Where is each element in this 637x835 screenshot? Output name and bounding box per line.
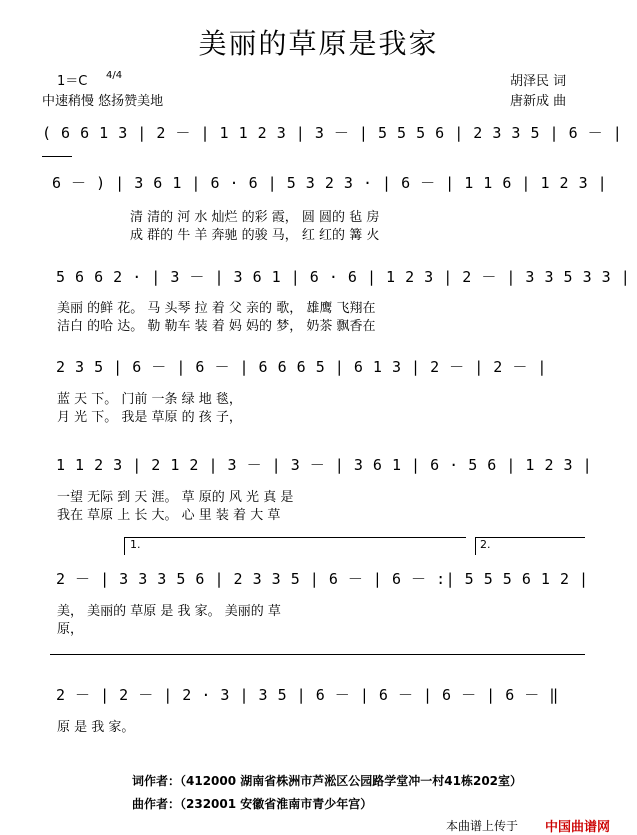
notation-line-1: ( 6 6 1 3 | 2 － | 1 1 2 3 | 3 － | 5 5 5 6 | 2 3 3 5 | 6 － | (42, 124, 623, 142)
notation-line-2: 6 － ) | 3 6 1 | 6 · 6 | 5 3 2 3 · | 6 － | 1 1 6 | 1 2 3 | (52, 174, 608, 192)
notation-line-6: 2 － | 3 3 3 5 6 | 2 3 3 5 | 6 － | 6 － :| 5 5 5 6 1 2 | (56, 570, 589, 588)
time-signature: 4/4 (106, 70, 123, 81)
notation-line-7: 2 － | 2 － | 2 · 3 | 3 5 | 6 － | 6 － | 6 － | 6 － ‖ (56, 686, 559, 704)
upload-note: 本曲谱上传于 (446, 819, 519, 833)
volta-second: 2. (480, 538, 491, 551)
notation-line-3: 5 6 6 2 · | 3 － | 3 6 1 | 6 · 6 | 1 2 3 | 2 － | 3 3 5 3 3 | (56, 268, 631, 286)
lyric-line-5-verse-2: 我在 草原 上 长 大。 心 里 装 着 大 草 (57, 508, 281, 523)
lyric-line-2-verse-1: 清 清的 河 水 灿烂 的彩 霞， 圆 圆的 毡 房 (130, 210, 380, 225)
lyric-line-4-verse-1: 蓝 天 下。 门前 一条 绿 地 毯， (57, 392, 242, 407)
notation-line-4: 2 3 5 | 6 － | 6 － | 6 6 6 5 | 6 1 3 | 2 － | 2 － | (56, 358, 547, 376)
lyricist-credit: 胡泽民 词 (510, 74, 567, 89)
key-signature: 1＝C (57, 74, 88, 89)
lyric-line-2-verse-2: 成 群的 牛 羊 奔驰 的骏 马， 红 红的 篝 火 (130, 228, 380, 243)
lyric-line-6-verse-1: 美， 美丽的 草原 是 我 家。 美丽的 草 (57, 604, 281, 619)
composer-address: 曲作者：（232001 安徽省淮南市青少年宫） (132, 797, 373, 811)
lyric-line-4-verse-2: 月 光 下。 我是 草原 的 孩 子， (57, 410, 242, 425)
notation-line-5: 1 1 2 3 | 2 1 2 | 3 － | 3 － | 3 6 1 | 6 · 5 6 | 1 2 3 | (56, 456, 593, 474)
site-logo[interactable]: 中国曲谱网 (545, 820, 611, 835)
lyric-line-3-verse-1: 美丽 的鲜 花。 马 头琴 拉 着 父 亲的 歌， 雄鹰 飞翔在 (57, 301, 376, 316)
tempo-marking: 中速稍慢 悠扬赞美地 (42, 94, 164, 109)
lyric-line-6-verse-2: 原， (57, 622, 84, 637)
composer-credit: 唐新成 曲 (510, 94, 567, 109)
lyricist-address: 词作者：（412000 湖南省株洲市芦淞区公园路学堂冲一村41栋202室） (132, 774, 523, 788)
lyric-line-5-verse-1: 一望 无际 到 天 涯。 草 原的 风 光 真 是 (57, 490, 294, 505)
score-title: 美丽的草原是我家 (198, 27, 439, 60)
lyric-line-3-verse-2: 洁白 的哈 达。 勒 勒车 装 着 妈 妈的 梦， 奶茶 飘香在 (57, 319, 376, 334)
volta-first: 1. (130, 538, 141, 551)
lyric-line-7-verse-1: 原 是 我 家。 (57, 720, 135, 735)
